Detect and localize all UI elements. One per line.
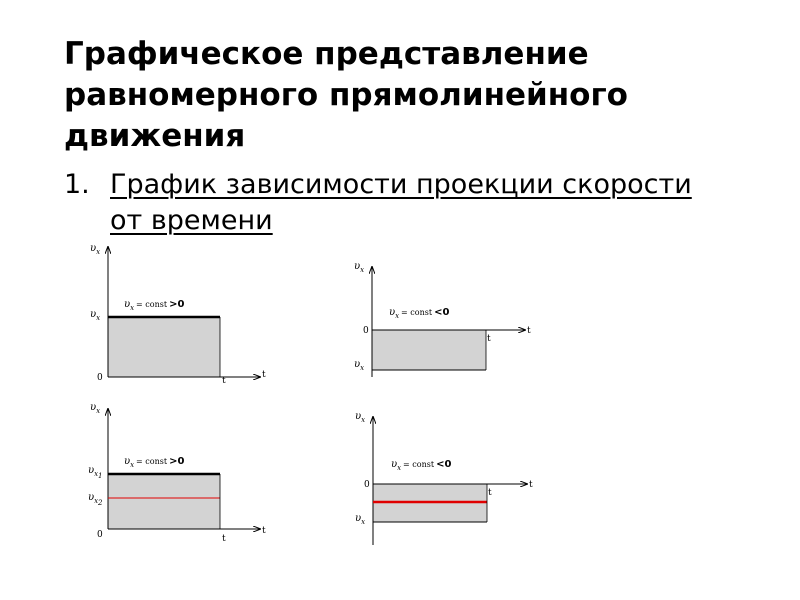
- vx-label: $\upsilon_x$: [355, 513, 366, 526]
- y-axis-label: $\upsilon_x$: [355, 411, 366, 424]
- graph-negative-velocity-red: [345, 405, 545, 550]
- x-axis-label: t: [529, 480, 533, 490]
- y-axis-label: $\upsilon_x$: [90, 402, 101, 415]
- y-axis-label: $\upsilon_x$: [354, 261, 365, 274]
- origin-label: 0: [97, 530, 103, 540]
- x-axis-label: t: [262, 370, 266, 380]
- area-under-graph: [108, 317, 220, 377]
- origin-label: 0: [363, 326, 369, 336]
- t-end-label: t: [222, 534, 226, 544]
- x-axis-label: t: [527, 326, 531, 336]
- const-annotation: υx = const <0: [389, 307, 450, 320]
- x-axis-label: t: [262, 526, 266, 536]
- vx1-label: $\upsilon_{x1}$: [88, 465, 103, 480]
- graph-positive-velocity: [80, 235, 280, 395]
- origin-label: 0: [97, 373, 103, 383]
- area-under-graph: [108, 474, 220, 529]
- t-end-label: t: [222, 376, 226, 386]
- vx-label: $\upsilon_x$: [90, 309, 101, 322]
- t-end-label: t: [488, 488, 492, 498]
- graph-negative-velocity: [345, 255, 545, 385]
- graph-two-positive-velocities: [80, 397, 280, 547]
- list-item-number: 1.: [64, 169, 90, 200]
- list-item-text: График зависимости проекции скорости от времени: [110, 169, 692, 236]
- const-annotation: υx = const >0: [124, 456, 185, 469]
- t-end-label: t: [487, 334, 491, 344]
- vx2-label: $\upsilon_{x2}$: [88, 492, 103, 507]
- area-under-graph: [372, 330, 486, 370]
- const-annotation: υx = const <0: [391, 459, 452, 472]
- origin-label: 0: [364, 480, 370, 490]
- const-annotation: υx = const >0: [124, 299, 185, 312]
- slide-title: Графическое представление равномерного прямолинейного движения: [64, 36, 628, 154]
- vx-label: $\upsilon_x$: [354, 359, 365, 372]
- y-axis-label: $\upsilon_x$: [90, 243, 101, 256]
